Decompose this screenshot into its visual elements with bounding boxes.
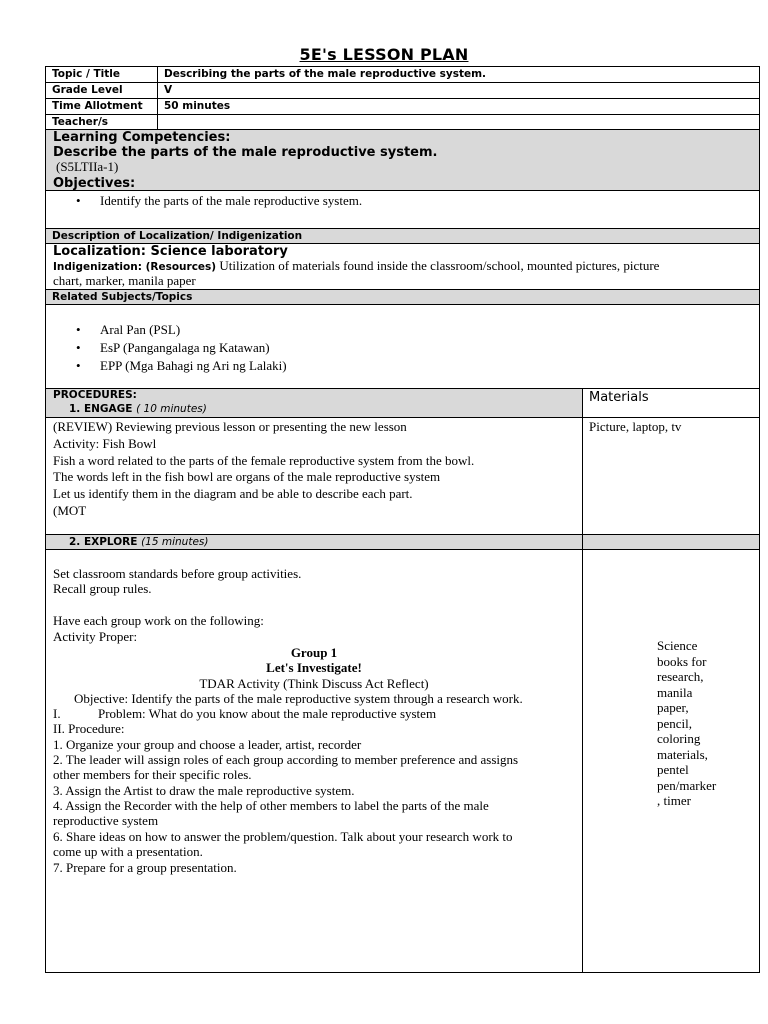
topic-row <box>46 67 759 83</box>
problem-number: I. <box>53 706 61 721</box>
related-section: • Aral Pan (PSL) • EsP (Pangangalaga ng Katawan) • EPP (Mga Bahagi ng Ari ng Lalaki) <box>46 305 759 389</box>
engage-line: (MOT <box>53 503 87 518</box>
group-objective: Objective: Identify the parts of the male reproductive system through a research work. <box>74 691 523 706</box>
material-line: paper, <box>657 700 689 715</box>
time-value: 50 minutes <box>157 99 759 114</box>
indigenization-label: Indigenization: (Resources) <box>53 261 217 273</box>
explore-intro-line: Activity Proper: <box>53 629 138 644</box>
localization-heading: Description of Localization/ Indigenization <box>52 230 303 242</box>
localization-line: Localization: Science laboratory <box>53 244 288 259</box>
teacher-value <box>157 115 759 129</box>
material-line: materials, <box>657 747 708 762</box>
material-line: research, <box>657 669 704 684</box>
engage-materials: Picture, laptop, tv <box>582 418 759 534</box>
procedure-line: 6. Share ideas on how to answer the problem/question. Talk about your research work to <box>53 829 513 844</box>
engage-section <box>46 418 759 535</box>
explore-section <box>46 550 759 972</box>
grade-label: Grade Level <box>52 84 123 96</box>
procedure-line: come up with a presentation. <box>53 844 203 859</box>
competency-text: Describe the parts of the male reproductive system. <box>53 145 438 160</box>
teacher-row <box>46 115 759 130</box>
procedure-line: reproductive system <box>53 813 159 828</box>
localization-section <box>46 244 759 290</box>
indigenization-line <box>53 258 659 274</box>
procedure-line: 1. Organize your group and choose a leader, artist, recorder <box>53 737 362 752</box>
engage-content <box>46 418 582 534</box>
engage-line: The words left in the fish bowl are organs of the male reproductive system <box>53 469 441 484</box>
competencies-section <box>46 130 759 191</box>
procedure-line: 2. The leader will assign roles of each group according to member preference and assigns <box>53 752 519 767</box>
procedures-header <box>46 389 582 417</box>
engage-line: Let us identify them in the diagram and be able to describe each part. <box>53 486 413 501</box>
material-line: pen/marker <box>657 778 717 793</box>
material-line: coloring <box>657 731 701 746</box>
procedure-line: 7. Prepare for a group presentation. <box>53 860 237 875</box>
objectives-section: • Identify the parts of the male reproductive system. <box>46 191 759 229</box>
competency-code: (S5LTIIa-1) <box>56 159 119 174</box>
time-row <box>46 99 759 115</box>
problem-text: Problem: What do you know about the male reproductive system <box>98 706 437 721</box>
procedure-line: II. Procedure: <box>53 721 125 736</box>
procedure-line: 3. Assign the Artist to draw the male reproductive system. <box>53 783 355 798</box>
related-heading-row <box>46 290 759 305</box>
procedures-header-row <box>46 389 759 418</box>
teacher-label: Teacher/s <box>52 116 109 128</box>
group-activity: TDAR Activity (Think Discuss Act Reflect) <box>199 676 429 691</box>
material-line: , timer <box>657 793 691 808</box>
group-subtitle: Let's Investigate! <box>266 660 362 675</box>
explore-heading: 2. EXPLORE (15 minutes) <box>69 536 209 548</box>
explore-intro-line: Recall group rules. <box>53 581 152 596</box>
time-label: Time Allotment <box>52 100 143 112</box>
materials-heading: Materials <box>582 389 759 417</box>
engage-line: Activity: Fish Bowl <box>53 436 157 451</box>
explore-header-row <box>46 535 759 550</box>
topic-value: Describing the parts of the male reproductive system. <box>157 67 759 82</box>
lesson-plan-table <box>45 66 760 973</box>
grade-row <box>46 83 759 99</box>
indigenization-text: Utilization of materials found inside the classroom/school, mounted pictures, picture <box>216 258 660 273</box>
indigenization-text-cont: chart, marker, manila paper <box>53 273 196 288</box>
explore-intro-line: Have each group work on the following: <box>53 613 264 628</box>
competencies-heading: Learning Competencies: <box>53 130 231 145</box>
localization-heading-row <box>46 229 759 244</box>
material-line: pentel <box>657 762 689 777</box>
bullet-icon: • <box>76 193 81 208</box>
group-title: Group 1 <box>290 645 338 660</box>
material-line: manila <box>657 685 693 700</box>
engage-line: Fish a word related to the parts of the female reproductive system from the bowl. <box>53 453 475 468</box>
grade-value: V <box>157 83 759 98</box>
explore-materials <box>582 550 759 972</box>
material-line: Science <box>657 638 698 653</box>
engage-line: (REVIEW) Reviewing previous lesson or presenting the new lesson <box>53 419 407 434</box>
page-title: 5E's LESSON PLAN <box>299 45 469 64</box>
explore-materials-header <box>582 535 759 549</box>
bullet-icon: • <box>76 340 81 355</box>
related-heading: Related Subjects/Topics <box>52 291 193 303</box>
explore-intro-line: Set classroom standards before group activities. <box>53 566 302 581</box>
explore-content <box>46 550 582 972</box>
material-line: pencil, <box>657 716 693 731</box>
objectives-heading: Objectives: <box>53 176 136 191</box>
engage-heading: 1. ENGAGE ( 10 minutes) <box>69 403 207 415</box>
procedure-line: 4. Assign the Recorder with the help of other members to label the parts of the male <box>53 798 489 813</box>
material-line: books for <box>657 654 707 669</box>
bullet-icon: • <box>76 322 81 337</box>
procedure-line: other members for their specific roles. <box>53 767 252 782</box>
procedures-heading: PROCEDURES: <box>53 389 137 401</box>
bullet-icon: • <box>76 358 81 373</box>
topic-label: Topic / Title <box>52 68 120 80</box>
